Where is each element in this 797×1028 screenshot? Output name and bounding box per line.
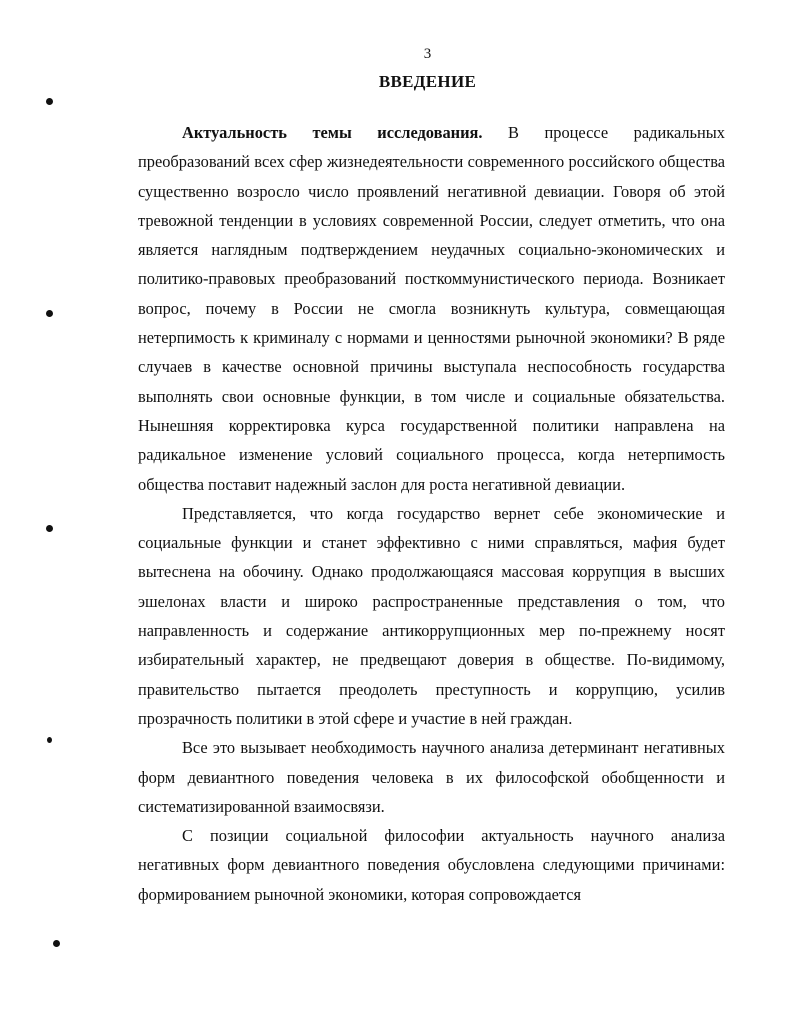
punch-mark: [46, 525, 53, 532]
relevance-text: В процессе радикальных преобразований всех сфер жизнедеятельности современного российского общества существенно возросло число проявлений негативной девиации. Говоря об этой тревожной тенденции в условиях современной России, следует отметить, что она является наглядным подтверждением неудачных социально-экономических и политико-правовых преобразований посткоммунистического периода. Возникает вопрос, почему в России не смогла возникнуть культура, совмещающая нетерпимость к криминалу с нормами и ценностями рыночной экономики? В ряде случаев в качестве основной причины выступала неспособность государства выполнять свои основные функции, в том числе и социальные обязательства. Нынешняя корректировка курса государственной политики направлена на радикальное изменение условий социального процесса, когда нетерпимость общества поставит надежный заслон для роста негативной девиации.: [138, 123, 726, 494]
paragraph: Представляется, что когда государство вернет себе экономические и социальные функции и станет эффективно с ними справляться, мафия будет вытеснена на обочину. Однако продолжающаяся массовая коррупция в высших эшелонах власти и широко распространенные представления о том, что направленность и содержание антикоррупционных мер по-прежнему носят избирательный характер, не предвещают доверия в обществе. По-видимому, правительство пытается преодолеть преступность и коррупцию, усилив прозрачность политики в этой сфере и участие в ней граждан.: [138, 503, 725, 728]
paragraph: Все это вызывает необходимость научного анализа детерминант негативных форм девиантного поведения человека в их философской обобщенности и систематизированной взаимосвязи.: [138, 738, 725, 816]
paragraph: С позиции социальной философии актуальность научного анализа негативных форм девиантного поведения обусловлена следующими причинами: формированием рыночной экономики, которая сопровождается: [138, 826, 725, 904]
page-heading: ВВЕДЕНИЕ: [378, 72, 477, 91]
punch-mark: [46, 310, 53, 317]
body-text: [138, 118, 725, 909]
page-number: 3: [423, 46, 432, 62]
relevance-lead: Актуальность темы исследования.: [182, 123, 483, 142]
punch-mark: [53, 940, 60, 947]
paragraph-relevance: [138, 118, 725, 499]
punch-mark: [47, 737, 52, 743]
punch-mark: [46, 98, 53, 105]
